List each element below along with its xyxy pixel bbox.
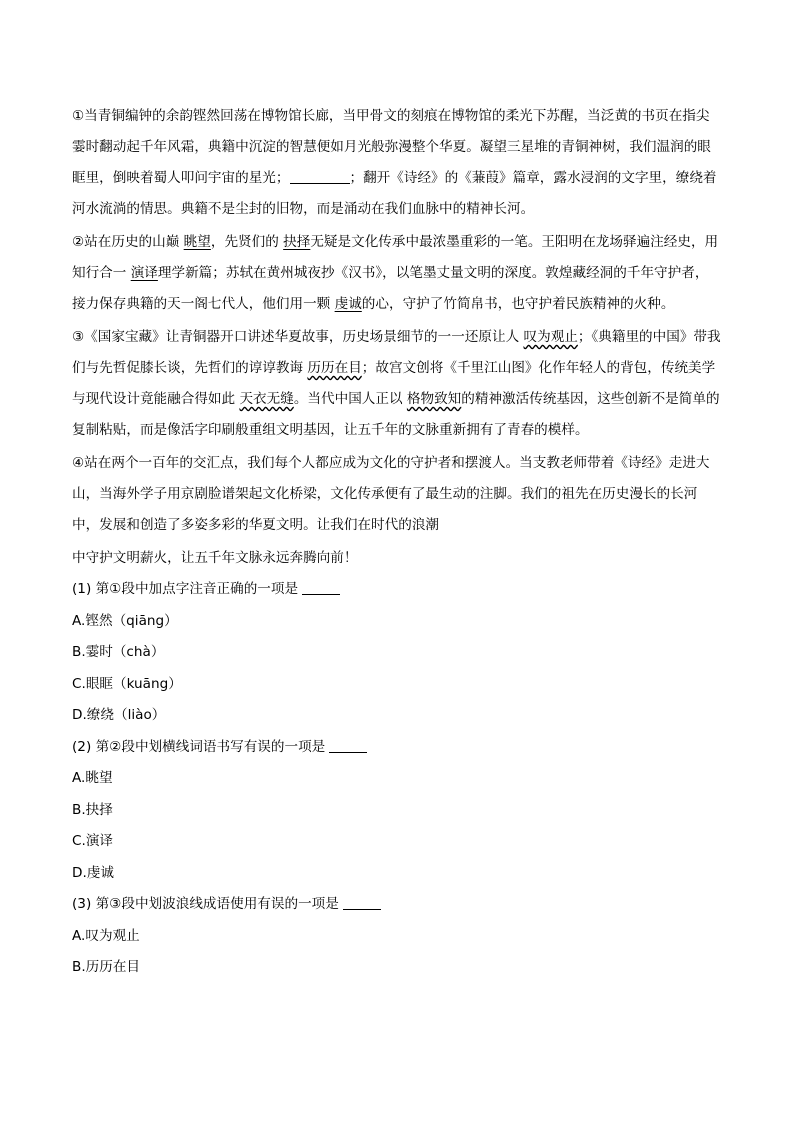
option[interactable]: A.眺望 xyxy=(72,770,113,786)
wavy-underlined-idiom: 叹为观止 xyxy=(523,329,578,345)
option[interactable]: B.霎时（chà） xyxy=(72,644,165,660)
answer-blank[interactable] xyxy=(329,738,367,753)
question-3 xyxy=(72,889,722,984)
wavy-underlined-idiom: 历历在目 xyxy=(307,360,362,376)
question-stem: (2) 第②段中划横线词语书写有误的一项是 xyxy=(72,732,722,764)
fill-in-blank[interactable] xyxy=(290,169,350,184)
option[interactable]: D.虔诚 xyxy=(72,864,114,881)
document-page xyxy=(72,101,722,984)
option[interactable]: C.演译 xyxy=(72,833,114,849)
answer-blank[interactable] xyxy=(302,580,340,595)
wavy-underlined-idiom: 格物致知 xyxy=(406,391,462,407)
paragraph-4-tail: 中守护文明薪火，让五千年文脉永远奔腾向前！ xyxy=(72,550,358,566)
paragraph-3: ③《国家宝藏》让青铜器开口讲述华夏故事，历史场景细节的一一还原让人 叹为观止；《典籍里的中国》带我们与先哲促膝长谈，先哲们的谆谆教诲 历历在目；故宫文创将《千里江山图》化作年轻人的背包，传统美学与现代设计竟能融合得如此 天衣无缝。当代中国人正以 格物致知的精神激活传统基因，这些创新不是简单的复制粘贴，而是像活字印刷般重组文明基因，让五千年的文脉重新拥有了青春的模样。 xyxy=(72,329,721,438)
question-2 xyxy=(72,732,722,890)
paragraph-2: ②站在历史的山巅 眺望，先贤们的 抉择无疑是文化传承中最浓墨重彩的一笔。王阳明在龙场驿遍注经史，用知行合一 演译理学新篇；苏轼在黄州城夜抄《汉书》，以笔墨丈量文明的深度。敦煌藏经洞的千年守护者，接力保存典籍的天一阁七代人，他们用一颗 虔诚的心，守护了竹简帛书，也守护着民族精神的火种。 xyxy=(72,234,719,312)
answer-blank[interactable] xyxy=(343,895,381,910)
question-stem: (3) 第③段中划波浪线成语使用有误的一项是 xyxy=(72,889,722,921)
question-stem: (1) 第①段中加点字注音正确的一项是 xyxy=(72,574,722,606)
underlined-word: 虔诚 xyxy=(334,296,362,312)
option[interactable]: B.抉择 xyxy=(72,801,113,818)
option[interactable]: D.缭绕（liào） xyxy=(72,707,166,723)
passage xyxy=(72,101,722,574)
paragraph-4: ④站在两个一百年的交汇点，我们每个人都应成为文化的守护者和摆渡人。当支教老师带着《诗经》走进大山，当海外学子用京剧脸谱架起文化桥梁，文化传承便有了最生动的注脚。我们的祖先在历史漫长的长河中，发展和创造了多姿多彩的华夏文明。让我们在时代的浪潮 xyxy=(72,455,710,533)
paragraph-1: ①当青铜编钟的余韵铿然回荡在博物馆长廊，当甲骨文的刻痕在博物馆的柔光下苏醒，当泛黄的书页在指尖霎时翻动起千年风霜，典籍中沉淀的智慧便如月光般弥漫整个华夏。凝望三星堆的青铜神树，我们温润的眼眶里，倒映着蜀人叩问宇宙的星光； ；翻开《诗经》的《蒹葭》篇章，露水浸润的文字里，缭绕着河水流淌的情思。典籍不是尘封的旧物，而是涌动在我们血脉中的精神长河。 xyxy=(72,108,717,217)
option[interactable]: A.叹为观止 xyxy=(72,927,140,944)
underlined-word: 抉择 xyxy=(283,234,311,250)
question-1 xyxy=(72,574,722,732)
underlined-word: 演译 xyxy=(130,265,158,281)
wavy-underlined-idiom: 天衣无缝 xyxy=(239,391,294,407)
option[interactable]: B.历历在目 xyxy=(72,959,141,975)
option[interactable]: A.铿然（qiāng） xyxy=(72,612,178,629)
underlined-word: 眺望 xyxy=(183,234,211,250)
option[interactable]: C.眼眶（kuāng） xyxy=(72,675,182,692)
